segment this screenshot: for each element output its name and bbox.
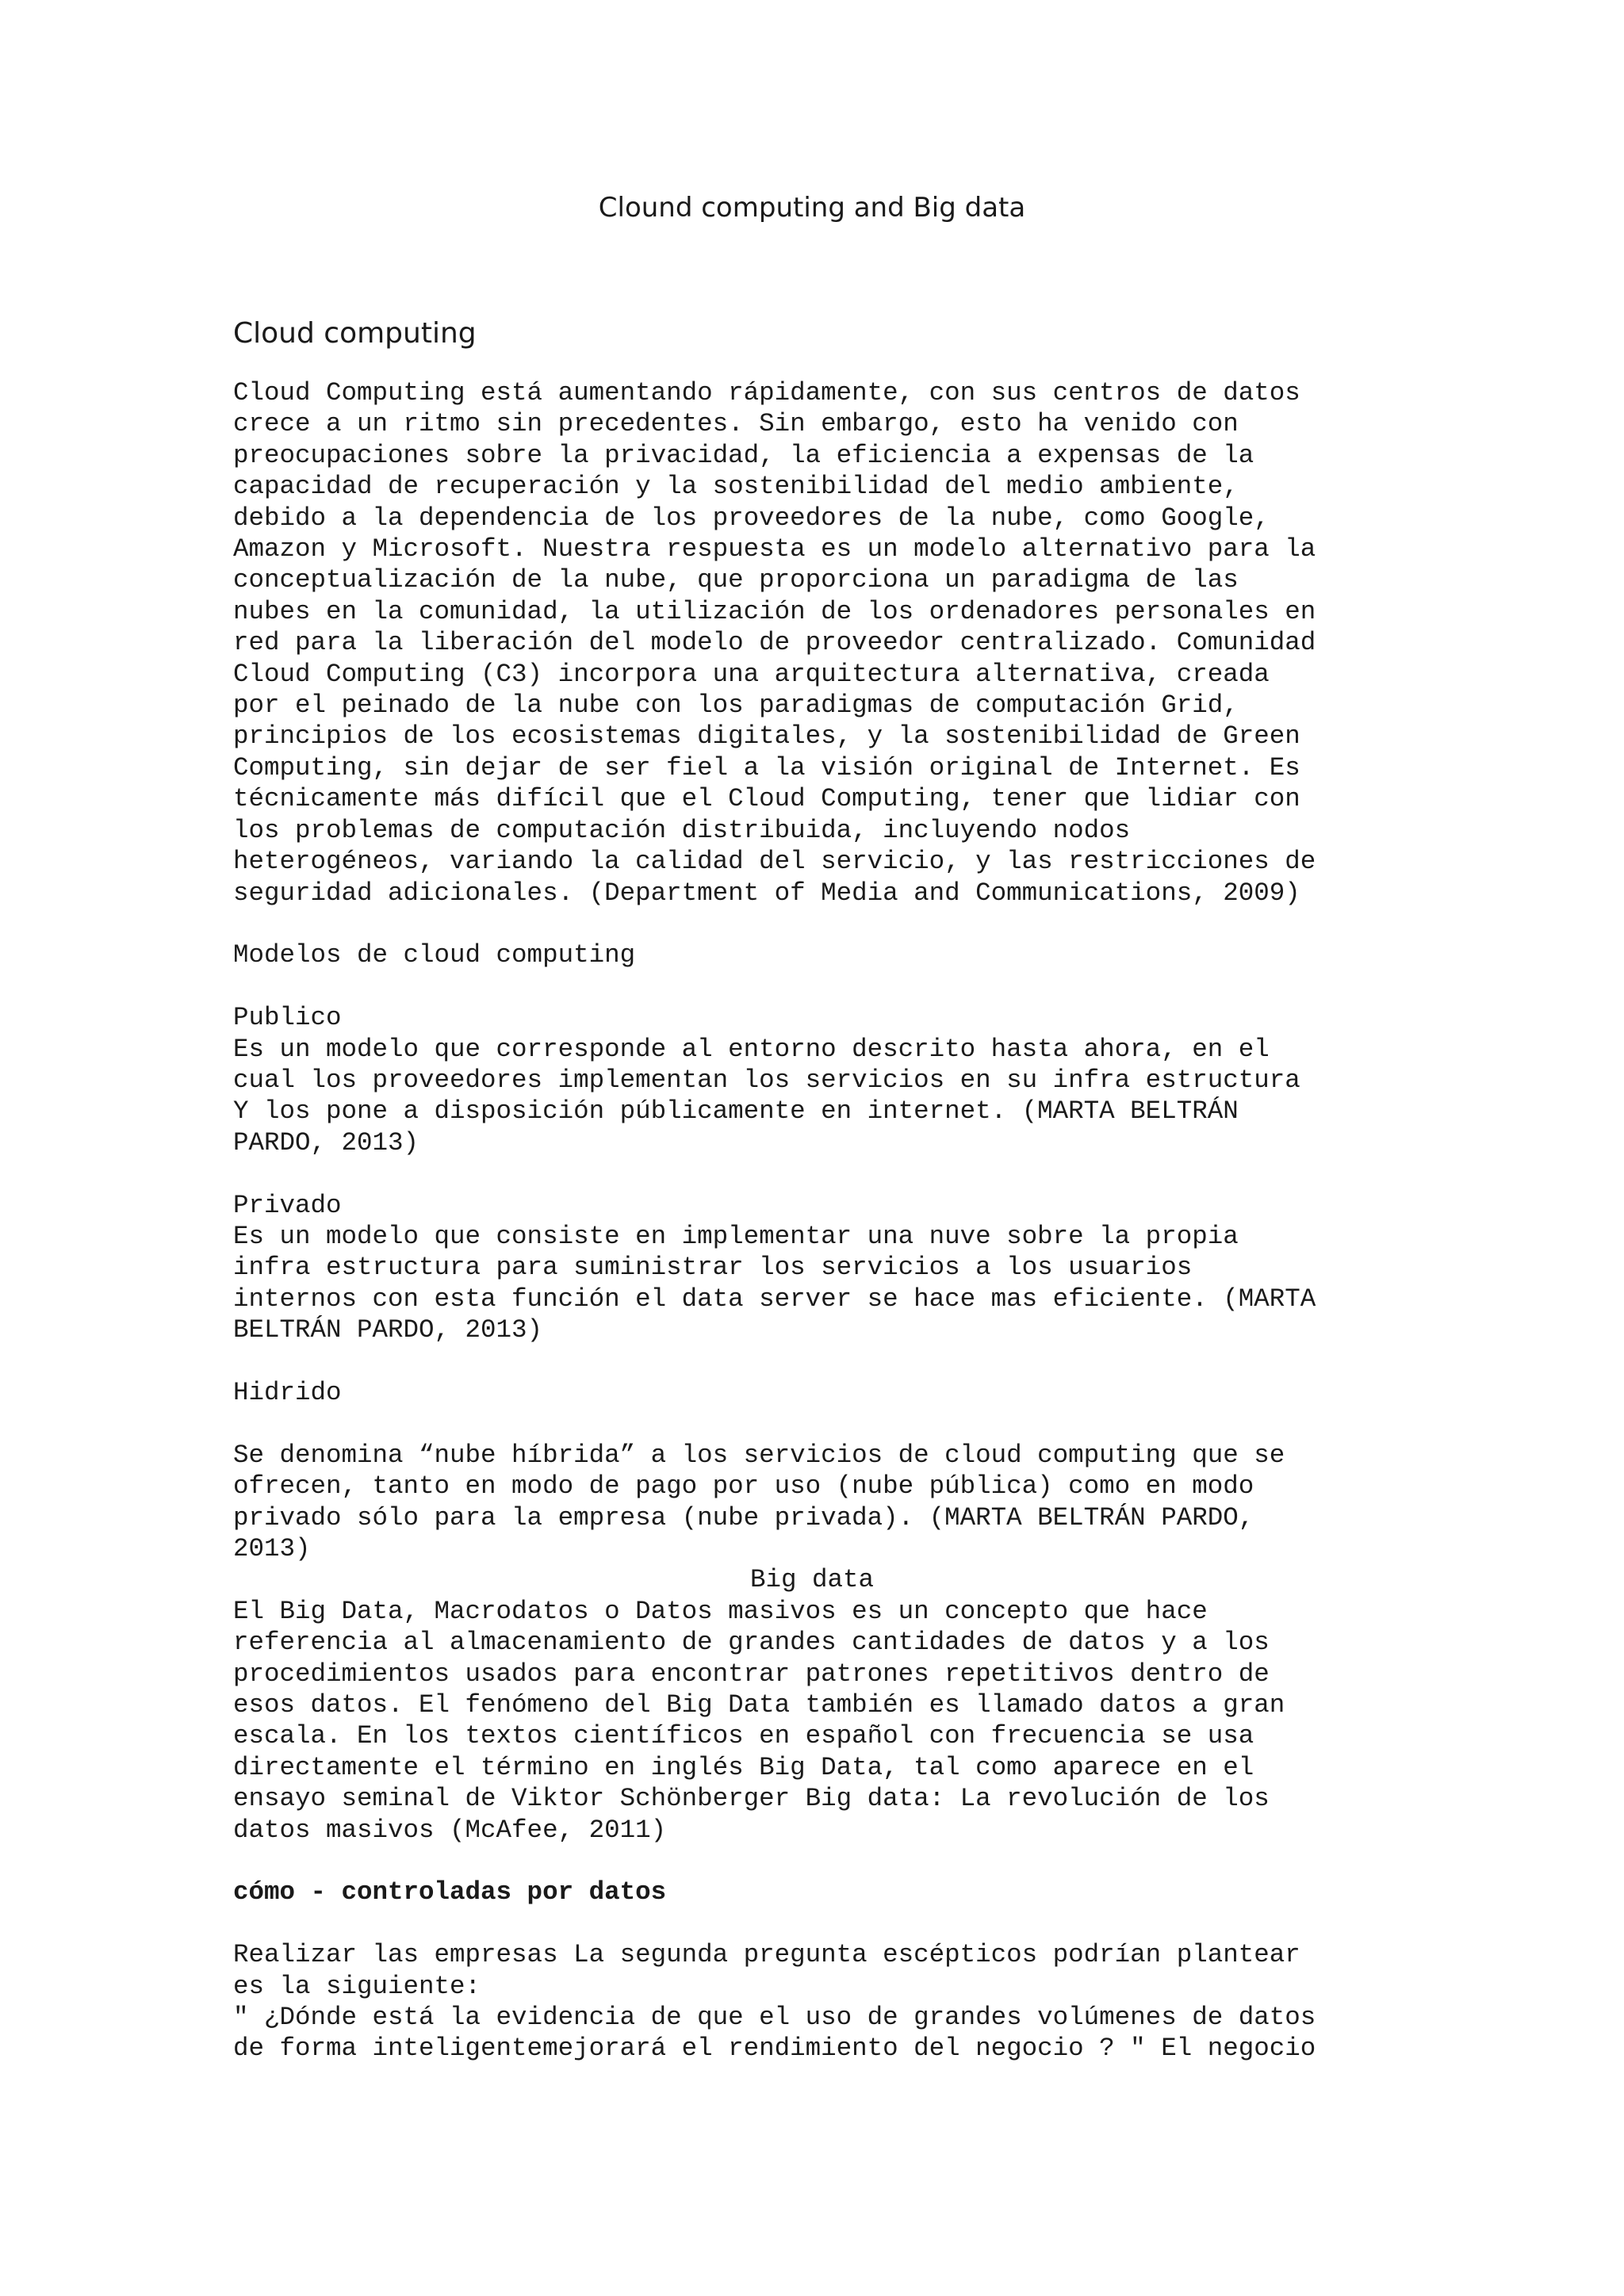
models-heading: Modelos de cloud computing <box>233 940 636 970</box>
paragraph-public: Es un modelo que corresponde al entorno descrito hasta ahora, en el cual los proveedores implementan los servicios en su infra estructura Y los pone a disposición públicamente en internet. (MARTA BELTRÁN PARDO, 2013) <box>233 1034 1300 1158</box>
howto-heading: cómo - controladas por datos <box>233 1877 667 1908</box>
section-heading-cloud-computing: Cloud computing <box>233 317 477 350</box>
document-title: Clound computing and Big data <box>598 192 1026 224</box>
public-label: Publico <box>233 1003 342 1033</box>
hybrid-label: Hidrido <box>233 1377 342 1407</box>
private-label: Privado <box>233 1190 342 1220</box>
document-body <box>233 377 1423 2064</box>
paragraph-bigdata: El Big Data, Macrodatos o Datos masivos es un concepto que hace referencia al almacenamiento de grandes cantidades de datos y a los procedimientos usados para encontrar patrones repetitivos dentro de esos datos. El fenómeno del Big Data también es llamado datos a gran escala. En los textos científicos en español con frecuencia se usa directamente el término en inglés Big Data, tal como aparece en el ensayo seminal de Viktor Schönberger Big data: La revolución de los datos masivos (McAfee, 2011) <box>233 1596 1285 1845</box>
paragraph-howto: Realizar las empresas La segunda pregunta escépticos podrían plantear es la siguiente: " ¿Dónde está la evidencia de que el uso de grandes volúmenes de datos de forma inteligentemejorará el rendimiento del negocio ? " El negocio <box>233 1940 1316 2064</box>
bigdata-heading: Big data <box>749 1565 875 1595</box>
paragraph-hybrid: Se denomina “nube híbrida” a los servicios de cloud computing que se ofrecen, tanto en modo de pago por uso (nube pública) como en modo privado sólo para la empresa (nube privada). (MARTA BELTRÁN PARDO, 2013) <box>233 1440 1285 1563</box>
paragraph-intro: Cloud Computing está aumentando rápidamente, con sus centros de datos crece a un ritmo sin precedentes. Sin embargo, esto ha venido con preocupaciones sobre la privacidad, la eficiencia a expensas de la capacidad de recuperación y la sostenibilidad del medio ambiente, debido a la dependencia de los proveedores de la nube, como Google, Amazon y Microsoft. Nuestra respuesta es un modelo alternativo para la conceptualización de la nube, que proporciona un paradigma de las nubes en la comunidad, la utilización de los ordenadores personales en red para la liberación del modelo de proveedor centralizado. Comunidad Cloud Computing (C3) incorpora una arquitectura alternativa, creada por el peinado de la nube con los paradigmas de computación Grid, principios de los ecosistemas digitales, y la sostenibilidad de Green Computing, sin dejar de ser fiel a la visión original de Internet. Es técnicamente más difícil que el Cloud Computing, tener que lidiar con los problemas de computación distribuida, incluyendo nodos heterogéneos, variando la calidad del servicio, y las restricciones de seguridad adicionales. (Department of Media and Communications, 2009) <box>233 378 1316 908</box>
paragraph-private: Es un modelo que consiste en implementar una nuve sobre la propia infra estructura para suministrar los servicios a los usuarios internos con esta función el data server se hace mas eficiente. (MARTA BELTRÁN PARDO, 2013) <box>233 1221 1316 1345</box>
